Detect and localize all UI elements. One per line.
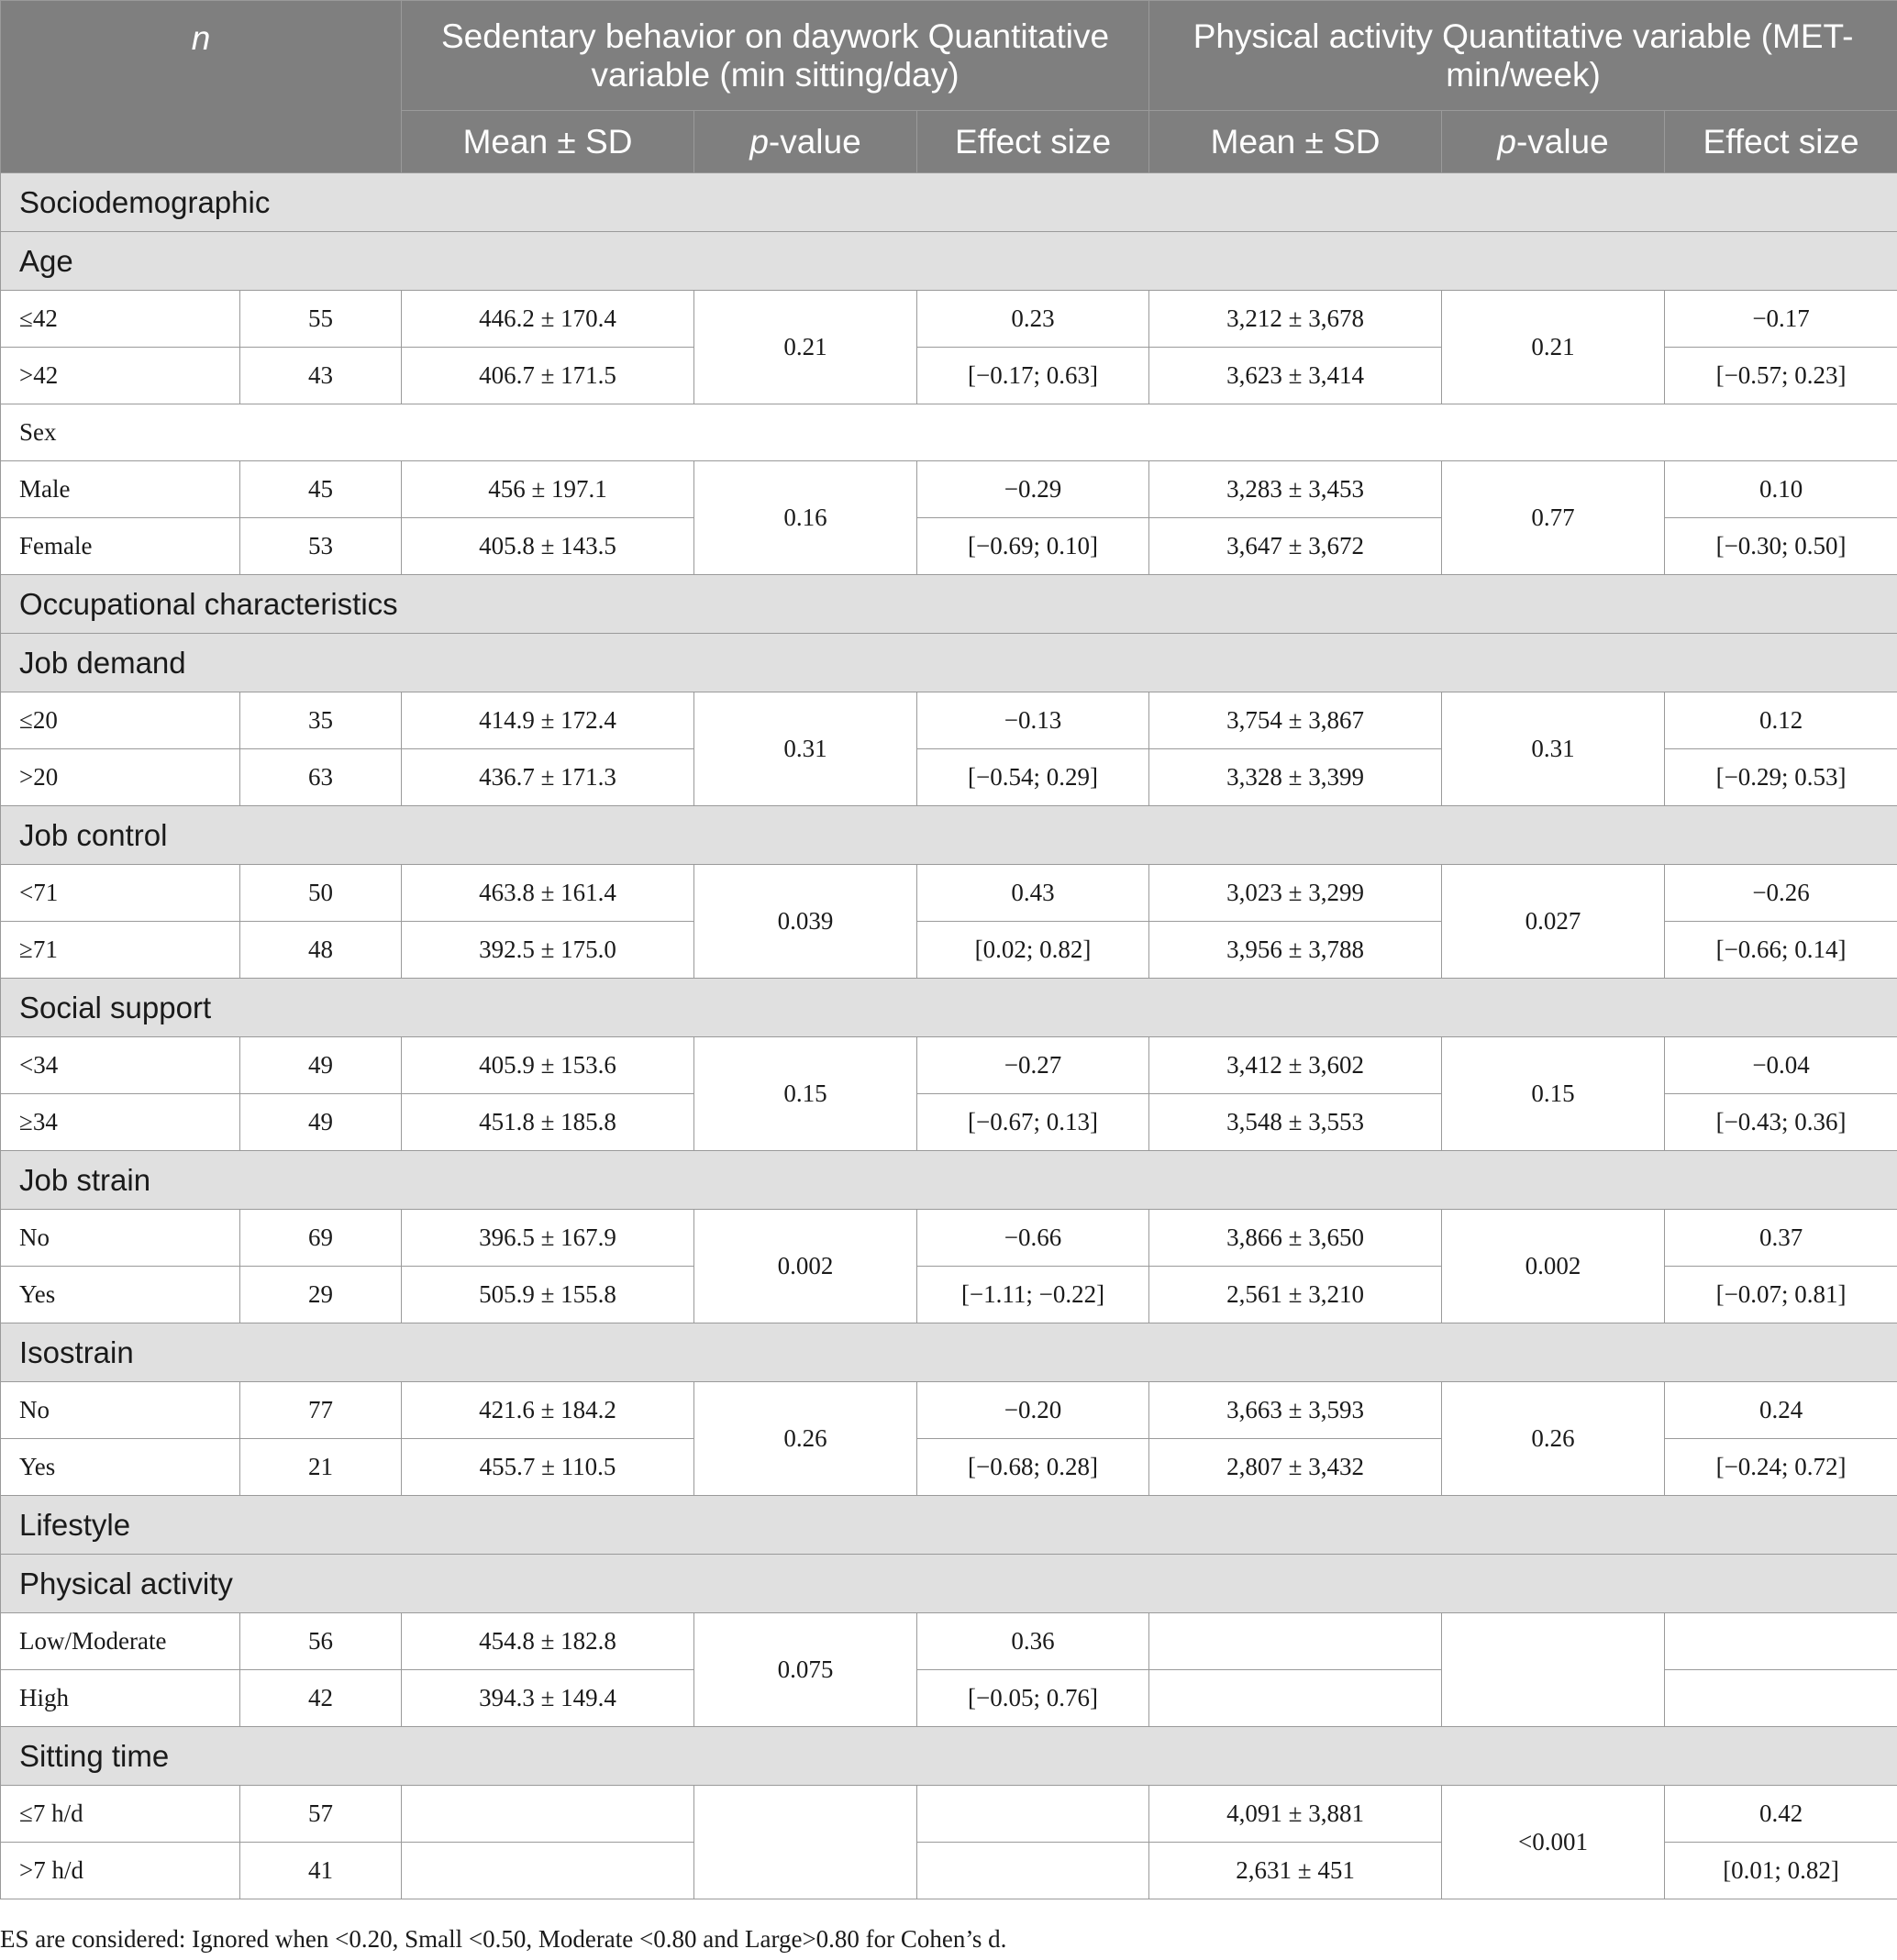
section-row-sitting-time bbox=[1, 1727, 1897, 1786]
section-label: Social support bbox=[1, 979, 1897, 1037]
pa-effect-size: −0.04 bbox=[1665, 1037, 1897, 1094]
pa-effect-size: [−0.24; 0.72] bbox=[1665, 1439, 1897, 1496]
n-value: 57 bbox=[240, 1786, 402, 1843]
sb-p-value: 0.039 bbox=[694, 865, 917, 979]
sb-mean-sd: 414.9 ± 172.4 bbox=[402, 692, 694, 749]
header-pa-mean-sd: Mean ± SD bbox=[1149, 111, 1442, 173]
pa-p-value: 0.31 bbox=[1442, 692, 1665, 806]
sb-p-value bbox=[694, 1786, 917, 1899]
section-row-physical-activity bbox=[1, 1555, 1897, 1613]
section-label: Sex bbox=[1, 404, 1897, 461]
row-label: ≤20 bbox=[1, 692, 240, 749]
header-pa-p-value: p-value bbox=[1442, 111, 1665, 173]
row-label: Low/Moderate bbox=[1, 1613, 240, 1670]
header-sb-mean-sd: Mean ± SD bbox=[402, 111, 694, 173]
header-sb-effect-size: Effect size bbox=[917, 111, 1149, 173]
row-label: Male bbox=[1, 461, 240, 518]
header-physical-activity: Physical activity Quantitative variable (MET-min/week) bbox=[1149, 1, 1897, 111]
pa-effect-size: [−0.66; 0.14] bbox=[1665, 922, 1897, 979]
pa-mean-sd: 3,412 ± 3,602 bbox=[1149, 1037, 1442, 1094]
section-label: Physical activity bbox=[1, 1555, 1897, 1613]
sb-mean-sd: 436.7 ± 171.3 bbox=[402, 749, 694, 806]
row-label: Yes bbox=[1, 1439, 240, 1496]
sb-p-value: 0.15 bbox=[694, 1037, 917, 1151]
pa-mean-sd: 2,561 ± 3,210 bbox=[1149, 1267, 1442, 1323]
pa-effect-size: 0.42 bbox=[1665, 1786, 1897, 1843]
table-row bbox=[1, 1382, 1897, 1439]
sb-mean-sd bbox=[402, 1786, 694, 1843]
pa-p-value: <0.001 bbox=[1442, 1786, 1665, 1899]
row-label: High bbox=[1, 1670, 240, 1727]
sb-mean-sd bbox=[402, 1843, 694, 1899]
pa-p-value: 0.26 bbox=[1442, 1382, 1665, 1496]
pa-effect-size: [−0.29; 0.53] bbox=[1665, 749, 1897, 806]
pa-p-value: 0.027 bbox=[1442, 865, 1665, 979]
n-value: 29 bbox=[240, 1267, 402, 1323]
n-value: 49 bbox=[240, 1094, 402, 1151]
section-row-sex bbox=[1, 404, 1897, 461]
pa-p-value bbox=[1442, 1613, 1665, 1727]
row-label: >7 h/d bbox=[1, 1843, 240, 1899]
sb-p-value: 0.075 bbox=[694, 1613, 917, 1727]
pa-effect-size: [0.01; 0.82] bbox=[1665, 1843, 1897, 1899]
section-row-age bbox=[1, 232, 1897, 291]
pa-effect-size: 0.24 bbox=[1665, 1382, 1897, 1439]
sb-mean-sd: 392.5 ± 175.0 bbox=[402, 922, 694, 979]
n-value: 50 bbox=[240, 865, 402, 922]
n-value: 69 bbox=[240, 1210, 402, 1267]
pa-mean-sd: 3,023 ± 3,299 bbox=[1149, 865, 1442, 922]
sb-effect-size: −0.27 bbox=[917, 1037, 1149, 1094]
n-value: 35 bbox=[240, 692, 402, 749]
pa-mean-sd: 3,647 ± 3,672 bbox=[1149, 518, 1442, 575]
section-label: Age bbox=[1, 232, 1897, 291]
row-label: ≥34 bbox=[1, 1094, 240, 1151]
sb-mean-sd: 455.7 ± 110.5 bbox=[402, 1439, 694, 1496]
pa-mean-sd: 2,631 ± 451 bbox=[1149, 1843, 1442, 1899]
sb-effect-size: 0.23 bbox=[917, 291, 1149, 348]
pa-effect-size: [−0.43; 0.36] bbox=[1665, 1094, 1897, 1151]
header-pa-effect-size: Effect size bbox=[1665, 111, 1897, 173]
sb-p-value: 0.26 bbox=[694, 1382, 917, 1496]
section-label: Sociodemographic bbox=[1, 173, 1897, 232]
row-label: No bbox=[1, 1210, 240, 1267]
n-value: 45 bbox=[240, 461, 402, 518]
section-row-job-control bbox=[1, 806, 1897, 865]
sb-effect-size: −0.20 bbox=[917, 1382, 1149, 1439]
sb-mean-sd: 451.8 ± 185.8 bbox=[402, 1094, 694, 1151]
row-label: ≤7 h/d bbox=[1, 1786, 240, 1843]
sb-effect-size: 0.36 bbox=[917, 1613, 1149, 1670]
pa-effect-size: −0.17 bbox=[1665, 291, 1897, 348]
section-label: Sitting time bbox=[1, 1727, 1897, 1786]
row-label: ≥71 bbox=[1, 922, 240, 979]
sb-mean-sd: 405.9 ± 153.6 bbox=[402, 1037, 694, 1094]
sb-effect-size: [−0.68; 0.28] bbox=[917, 1439, 1149, 1496]
pa-effect-size: 0.10 bbox=[1665, 461, 1897, 518]
pa-effect-size bbox=[1665, 1670, 1897, 1727]
sb-p-value: 0.002 bbox=[694, 1210, 917, 1323]
sb-mean-sd: 394.3 ± 149.4 bbox=[402, 1670, 694, 1727]
pa-effect-size: [−0.30; 0.50] bbox=[1665, 518, 1897, 575]
pa-effect-size bbox=[1665, 1613, 1897, 1670]
pa-mean-sd: 3,623 ± 3,414 bbox=[1149, 348, 1442, 404]
section-label: Job demand bbox=[1, 634, 1897, 692]
section-row-sociodemographic bbox=[1, 173, 1897, 232]
table-row bbox=[1, 1786, 1897, 1843]
table-row bbox=[1, 692, 1897, 749]
n-value: 53 bbox=[240, 518, 402, 575]
section-row-job-demand bbox=[1, 634, 1897, 692]
section-label: Job strain bbox=[1, 1151, 1897, 1210]
sb-p-value: 0.31 bbox=[694, 692, 917, 806]
sb-mean-sd: 396.5 ± 167.9 bbox=[402, 1210, 694, 1267]
section-label: Job control bbox=[1, 806, 1897, 865]
n-value: 21 bbox=[240, 1439, 402, 1496]
n-value: 41 bbox=[240, 1843, 402, 1899]
pa-p-value: 0.21 bbox=[1442, 291, 1665, 404]
sb-effect-size bbox=[917, 1786, 1149, 1843]
sb-effect-size bbox=[917, 1843, 1149, 1899]
section-label: Isostrain bbox=[1, 1323, 1897, 1382]
pa-mean-sd: 3,328 ± 3,399 bbox=[1149, 749, 1442, 806]
sb-mean-sd: 456 ± 197.1 bbox=[402, 461, 694, 518]
n-value: 56 bbox=[240, 1613, 402, 1670]
section-row-occupational bbox=[1, 575, 1897, 634]
pa-p-value: 0.002 bbox=[1442, 1210, 1665, 1323]
sb-effect-size: [−0.54; 0.29] bbox=[917, 749, 1149, 806]
sb-effect-size: −0.66 bbox=[917, 1210, 1149, 1267]
sb-effect-size: [−0.05; 0.76] bbox=[917, 1670, 1149, 1727]
pa-mean-sd bbox=[1149, 1613, 1442, 1670]
sb-effect-size: [−0.67; 0.13] bbox=[917, 1094, 1149, 1151]
pa-mean-sd: 2,807 ± 3,432 bbox=[1149, 1439, 1442, 1496]
table-footnote: ES are considered: Ignored when <0.20, Small <0.50, Moderate <0.80 and Large>0.80 for Cohen’s d. bbox=[0, 1925, 1007, 1953]
table-row bbox=[1, 461, 1897, 518]
header-n: n bbox=[1, 1, 402, 173]
table-row bbox=[1, 1210, 1897, 1267]
n-value: 48 bbox=[240, 922, 402, 979]
pa-effect-size: −0.26 bbox=[1665, 865, 1897, 922]
n-value: 43 bbox=[240, 348, 402, 404]
row-label: No bbox=[1, 1382, 240, 1439]
sb-p-value: 0.16 bbox=[694, 461, 917, 575]
section-row-social-support bbox=[1, 979, 1897, 1037]
row-label: Female bbox=[1, 518, 240, 575]
header-sedentary-behavior: Sedentary behavior on daywork Quantitative variable (min sitting/day) bbox=[402, 1, 1149, 111]
pa-effect-size: [−0.57; 0.23] bbox=[1665, 348, 1897, 404]
n-value: 49 bbox=[240, 1037, 402, 1094]
table-row bbox=[1, 865, 1897, 922]
sb-effect-size: [−1.11; −0.22] bbox=[917, 1267, 1149, 1323]
sb-effect-size: 0.43 bbox=[917, 865, 1149, 922]
pa-mean-sd bbox=[1149, 1670, 1442, 1727]
sb-mean-sd: 446.2 ± 170.4 bbox=[402, 291, 694, 348]
row-label: <71 bbox=[1, 865, 240, 922]
n-value: 55 bbox=[240, 291, 402, 348]
header-sb-p-value: p-value bbox=[694, 111, 917, 173]
row-label: Yes bbox=[1, 1267, 240, 1323]
row-label: >20 bbox=[1, 749, 240, 806]
pa-p-value: 0.15 bbox=[1442, 1037, 1665, 1151]
sb-mean-sd: 405.8 ± 143.5 bbox=[402, 518, 694, 575]
sb-effect-size: [−0.17; 0.63] bbox=[917, 348, 1149, 404]
sb-mean-sd: 454.8 ± 182.8 bbox=[402, 1613, 694, 1670]
n-value: 77 bbox=[240, 1382, 402, 1439]
pa-mean-sd: 3,663 ± 3,593 bbox=[1149, 1382, 1442, 1439]
section-label: Occupational characteristics bbox=[1, 575, 1897, 634]
sb-mean-sd: 505.9 ± 155.8 bbox=[402, 1267, 694, 1323]
pa-effect-size: [−0.07; 0.81] bbox=[1665, 1267, 1897, 1323]
table-row bbox=[1, 291, 1897, 348]
row-label: <34 bbox=[1, 1037, 240, 1094]
sb-effect-size: [−0.69; 0.10] bbox=[917, 518, 1149, 575]
section-row-lifestyle bbox=[1, 1496, 1897, 1555]
pa-mean-sd: 3,212 ± 3,678 bbox=[1149, 291, 1442, 348]
table-row bbox=[1, 1613, 1897, 1670]
section-row-isostrain bbox=[1, 1323, 1897, 1382]
pa-mean-sd: 3,283 ± 3,453 bbox=[1149, 461, 1442, 518]
sb-effect-size: [0.02; 0.82] bbox=[917, 922, 1149, 979]
pa-effect-size: 0.37 bbox=[1665, 1210, 1897, 1267]
n-value: 42 bbox=[240, 1670, 402, 1727]
section-label: Lifestyle bbox=[1, 1496, 1897, 1555]
sb-effect-size: −0.13 bbox=[917, 692, 1149, 749]
table-row bbox=[1, 1037, 1897, 1094]
section-row-job-strain bbox=[1, 1151, 1897, 1210]
sb-p-value: 0.21 bbox=[694, 291, 917, 404]
n-value: 63 bbox=[240, 749, 402, 806]
pa-mean-sd: 3,866 ± 3,650 bbox=[1149, 1210, 1442, 1267]
row-label: >42 bbox=[1, 348, 240, 404]
pa-effect-size: 0.12 bbox=[1665, 692, 1897, 749]
pa-mean-sd: 4,091 ± 3,881 bbox=[1149, 1786, 1442, 1843]
row-label: ≤42 bbox=[1, 291, 240, 348]
sb-mean-sd: 421.6 ± 184.2 bbox=[402, 1382, 694, 1439]
pa-mean-sd: 3,956 ± 3,788 bbox=[1149, 922, 1442, 979]
pa-mean-sd: 3,548 ± 3,553 bbox=[1149, 1094, 1442, 1151]
sb-mean-sd: 463.8 ± 161.4 bbox=[402, 865, 694, 922]
sb-effect-size: −0.29 bbox=[917, 461, 1149, 518]
pa-p-value: 0.77 bbox=[1442, 461, 1665, 575]
pa-mean-sd: 3,754 ± 3,867 bbox=[1149, 692, 1442, 749]
sb-mean-sd: 406.7 ± 171.5 bbox=[402, 348, 694, 404]
